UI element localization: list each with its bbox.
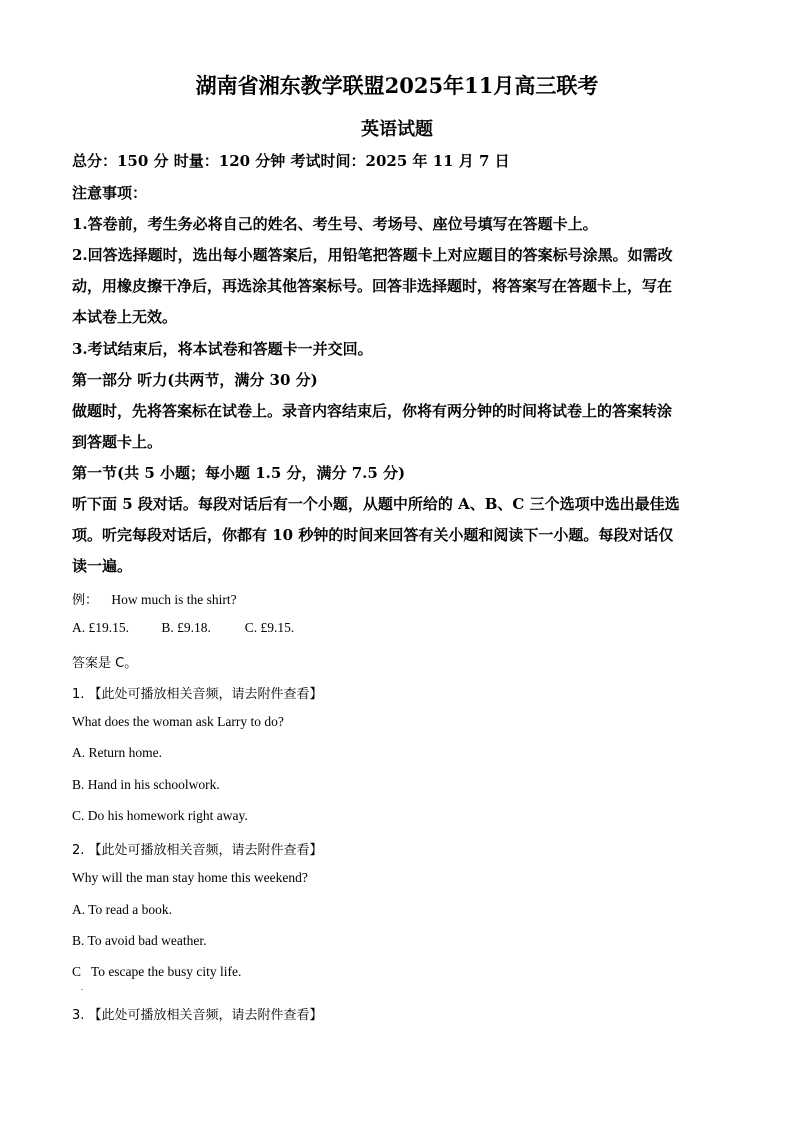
example-option-c: C. £9.15. (244, 620, 295, 635)
question-1-option-a: A. Return home. (72, 745, 162, 760)
audio-note-2[interactable]: 2. 【此处可播放相关音频，请去附件查看】 (72, 843, 323, 858)
part1-instruction-line-1: 做题时，先将答案标在试卷上。录音内容结束后，你将有两分钟的时间将试卷上的答案转涂 (72, 402, 673, 420)
part1-heading: 第一部分 听力(共两节，满分 30 分) (72, 371, 318, 389)
page-subtitle: 英语试题 (361, 119, 433, 140)
audio-note-3[interactable]: 3. 【此处可播放相关音频，请去附件查看】 (72, 1008, 323, 1023)
example-label: 例： (72, 593, 99, 608)
notice-item-2-line-3: 本试卷上无效。 (72, 308, 178, 326)
exam-info: 总分：150 分 时量：120 分钟 考试时间：2025 年 11 月 7 日 (72, 152, 510, 170)
question-2-option-b: B. To avoid bad weather. (72, 933, 207, 948)
example-option-a: A. £19.15. (72, 620, 129, 635)
section1-instruction-line-1: 听下面 5 段对话。每段对话后有一个小题，从题中所给的 A、B、C 三个选项中选出最佳选 (72, 495, 680, 513)
question-2-option-c: C To escape the busy city life. (72, 964, 242, 979)
example-options (72, 620, 294, 636)
audio-note-1[interactable]: 1. 【此处可播放相关音频，请去附件查看】 (72, 687, 323, 702)
question-1-option-b: B. Hand in his schoolwork. (72, 777, 220, 792)
notice-item-1: 1.答卷前，考生务必将自己的姓名、考生号、考场号、座位号填写在答题卡上。 (72, 215, 598, 233)
question-2-text: Why will the man stay home this weekend? (72, 870, 308, 885)
question-1-text: What does the woman ask Larry to do? (72, 714, 284, 729)
stray-dot: . (81, 983, 83, 992)
example-question: How much is the shirt? (111, 592, 237, 607)
notice-item-2-line-1: 2.回答选择题时，选出每小题答案后，用铅笔把答题卡上对应题目的答案标号涂黑。如需改 (72, 246, 673, 264)
notice-item-2-line-2: 动，用橡皮擦干净后，再选涂其他答案标号。回答非选择题时，将答案写在答题卡上，写在 (72, 277, 673, 295)
example-option-b: B. £9.18. (161, 620, 211, 635)
example-answer: 答案是 C。 (72, 656, 138, 671)
notice-heading: 注意事项： (72, 184, 148, 202)
question-2-option-a: A. To read a book. (72, 902, 173, 917)
section1-instruction-line-3: 读一遍。 (72, 557, 133, 575)
section1-instruction-line-2: 项。听完每段对话后，你都有 10 秒钟的时间来回答有关小题和阅读下一小题。每段对话仅 (72, 526, 674, 544)
notice-item-3: 3.考试结束后，将本试卷和答题卡一并交回。 (72, 340, 373, 358)
page-title: 湖南省湘东教学联盟2025年11月高三联考 (195, 73, 599, 98)
question-1-option-c: C. Do his homework right away. (72, 808, 248, 823)
part1-instruction-line-2: 到答题卡上。 (72, 433, 163, 451)
example-line (72, 589, 237, 608)
section1-heading: 第一节(共 5 小题；每小题 1.5 分，满分 7.5 分) (72, 464, 406, 482)
